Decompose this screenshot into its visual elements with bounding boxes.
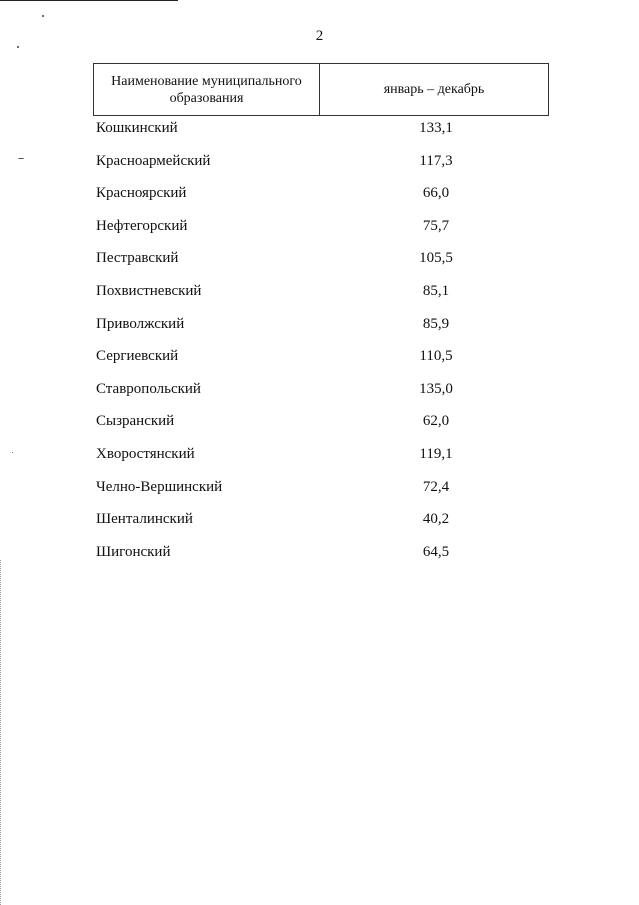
municipality-name: Кошкинский (96, 120, 178, 136)
municipality-name: Шенталинский (96, 511, 193, 528)
page-number: 2 (315, 28, 324, 44)
period-value: 72,4 (422, 478, 450, 495)
table-row (93, 344, 549, 377)
municipality-name: Сызранский (96, 413, 175, 430)
header-name-cell: Наименование муниципального образования (94, 64, 320, 115)
municipality-name: Красноармейский (96, 152, 211, 169)
table-row (93, 181, 549, 214)
table-row (93, 507, 549, 540)
municipality-name: Красноярский (96, 185, 187, 202)
scan-speck (18, 158, 24, 159)
table-row (93, 116, 549, 149)
period-value: 64,5 (422, 543, 450, 560)
municipality-name: Хворостянский (96, 445, 195, 462)
top-rule (0, 0, 178, 1)
municipality-name: Шигонский (96, 543, 171, 560)
period-value: 66,0 (422, 185, 450, 202)
table-row (93, 312, 549, 345)
period-value: 119,1 (419, 445, 453, 462)
period-value: 105,5 (419, 250, 453, 267)
header-period-cell: январь – декабрь (383, 82, 485, 97)
table-row (93, 279, 549, 312)
period-value: 110,5 (419, 348, 453, 365)
table-row (93, 246, 549, 279)
municipality-name: Пестравский (96, 250, 179, 267)
table-row (93, 409, 549, 442)
table-row (93, 540, 549, 573)
table-row (93, 214, 549, 247)
table-row (93, 149, 549, 182)
municipality-name: Нефтегорский (96, 217, 188, 234)
period-value: 117,3 (419, 152, 453, 169)
table-body (93, 116, 549, 572)
municipality-name: Челно-Вершинский (96, 478, 223, 495)
scan-edge (0, 560, 2, 905)
municipality-name: Приволжский (96, 315, 185, 332)
municipality-name: Ставропольский (96, 380, 201, 397)
period-value: 62,0 (422, 413, 450, 430)
table-row (93, 442, 549, 475)
period-value: 40,2 (422, 511, 450, 528)
scan-speck (12, 452, 13, 453)
scan-speck (42, 15, 44, 17)
table-row (93, 377, 549, 410)
table-row (93, 475, 549, 508)
period-value: 133,1 (419, 120, 453, 136)
period-value: 85,9 (422, 315, 450, 332)
period-value: 75,7 (422, 217, 450, 234)
period-value: 85,1 (422, 282, 450, 299)
scan-speck (17, 46, 19, 48)
table-header (93, 63, 549, 116)
municipality-name: Похвистневский (96, 282, 202, 299)
period-value: 135,0 (419, 380, 453, 397)
municipality-name: Сергиевский (96, 348, 179, 365)
